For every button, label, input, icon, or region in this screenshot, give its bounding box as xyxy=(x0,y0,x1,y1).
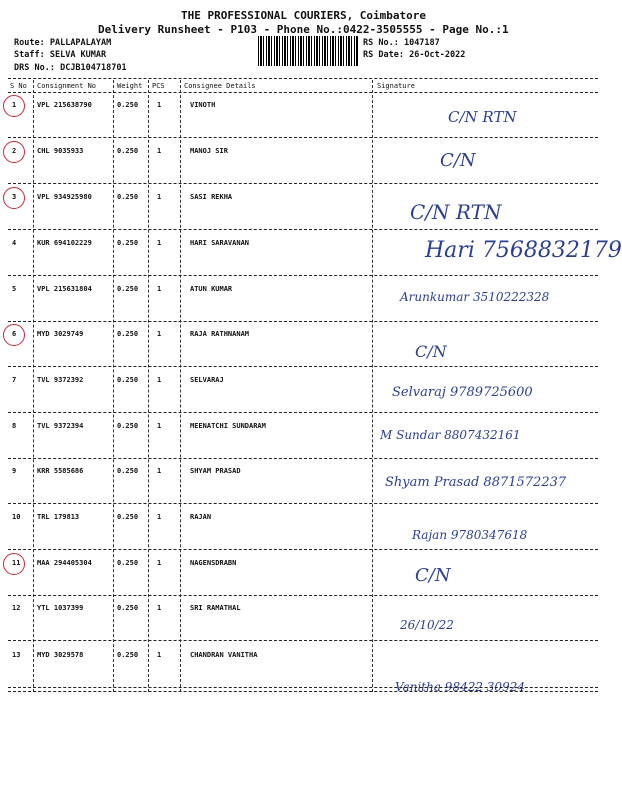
row-consignee: CHANDRAN VANITHA xyxy=(190,651,258,659)
handwritten-signature: Rajan 9780347618 xyxy=(412,528,528,542)
row-consignment-no: MAA 294405304 xyxy=(37,559,92,567)
row-pcs: 1 xyxy=(157,376,162,384)
row-sno: 13 xyxy=(12,651,21,659)
row-consignee: NAGENSDRABN xyxy=(190,559,237,567)
staff-line xyxy=(14,50,106,60)
row-divider xyxy=(8,458,598,459)
table-bottom-rule xyxy=(8,691,598,692)
row-weight: 0.250 xyxy=(117,101,139,109)
row-consignment-no: MYD 3029749 xyxy=(37,330,84,338)
row-weight: 0.250 xyxy=(117,513,139,521)
drs-value: DCJB104718701 xyxy=(60,63,127,73)
header-bottom-rule xyxy=(8,92,598,93)
handwritten-signature: Arunkumar 3510222328 xyxy=(400,290,550,304)
row-consignment-no: TVL 9372394 xyxy=(37,422,84,430)
row-divider xyxy=(8,229,598,230)
rs-date-line xyxy=(363,50,465,60)
barcode xyxy=(258,36,358,66)
col-weight: Weight xyxy=(117,82,143,90)
route-line xyxy=(14,38,111,48)
row-weight: 0.250 xyxy=(117,193,139,201)
handwritten-signature: 26/10/22 xyxy=(400,618,454,632)
runsheet-title: Delivery Runsheet - P103 - Phone No.:0422-3505555 - Page No.:1 xyxy=(98,23,509,36)
row-weight: 0.250 xyxy=(117,147,139,155)
row-consignment-no: MYD 3029578 xyxy=(37,651,84,659)
row-consignment-no: VPL 215638790 xyxy=(37,101,92,109)
row-pcs: 1 xyxy=(157,285,162,293)
row-consignee: ATUN KUMAR xyxy=(190,285,233,293)
circled-row-mark xyxy=(3,324,25,346)
circled-row-mark xyxy=(3,553,25,575)
circled-row-mark xyxy=(3,187,25,209)
row-divider xyxy=(8,687,598,688)
row-sno: 1 xyxy=(12,101,17,109)
row-divider xyxy=(8,137,598,138)
row-consignment-no: VPL 934925980 xyxy=(37,193,92,201)
row-divider xyxy=(8,321,598,322)
route-label: Route: xyxy=(14,38,45,48)
row-pcs: 1 xyxy=(157,330,162,338)
rs-no-value: 1047187 xyxy=(403,38,440,48)
drs-line xyxy=(14,63,127,73)
row-sno: 5 xyxy=(12,285,17,293)
col-separator xyxy=(148,80,149,692)
row-sno: 4 xyxy=(12,239,17,247)
col-sno: S No xyxy=(10,82,27,90)
col-separator xyxy=(180,80,181,692)
handwritten-signature: Hari 7568832179 xyxy=(425,238,622,263)
row-consignment-no: VPL 215631804 xyxy=(37,285,92,293)
circled-row-mark xyxy=(3,95,25,117)
row-pcs: 1 xyxy=(157,422,162,430)
row-divider xyxy=(8,366,598,367)
row-weight: 0.250 xyxy=(117,559,139,567)
row-weight: 0.250 xyxy=(117,239,139,247)
row-weight: 0.250 xyxy=(117,651,139,659)
row-weight: 0.250 xyxy=(117,422,139,430)
handwritten-signature: C/N xyxy=(440,150,476,171)
row-consignee: MEENATCHI SUNDARAM xyxy=(190,422,266,430)
row-sno: 3 xyxy=(12,193,17,201)
row-weight: 0.250 xyxy=(117,604,139,612)
row-pcs: 1 xyxy=(157,513,162,521)
row-consignment-no: KUR 694102229 xyxy=(37,239,92,247)
handwritten-signature: C/N xyxy=(415,342,447,361)
row-pcs: 1 xyxy=(157,101,162,109)
rs-date-label: RS Date: xyxy=(363,50,404,60)
row-divider xyxy=(8,183,598,184)
row-pcs: 1 xyxy=(157,604,162,612)
row-consignment-no: YTL 1037399 xyxy=(37,604,84,612)
row-consignee: SELVARAJ xyxy=(190,376,224,384)
row-weight: 0.250 xyxy=(117,376,139,384)
staff-label: Staff: xyxy=(14,50,45,60)
row-sno: 12 xyxy=(12,604,21,612)
row-consignee: VINOTH xyxy=(190,101,216,109)
row-sno: 11 xyxy=(12,559,21,567)
row-sno: 9 xyxy=(12,467,17,475)
col-separator xyxy=(372,80,373,692)
row-weight: 0.250 xyxy=(117,285,139,293)
handwritten-signature: M Sundar 8807432161 xyxy=(380,428,521,442)
handwritten-signature: Vanitha 98422 30924 xyxy=(395,680,525,694)
row-sno: 8 xyxy=(12,422,17,430)
row-pcs: 1 xyxy=(157,467,162,475)
row-consignee: RAJAN xyxy=(190,513,212,521)
rs-date-value: 26-Oct-2022 xyxy=(409,50,466,60)
col-consignment: Consignment No xyxy=(37,82,97,90)
row-weight: 0.250 xyxy=(117,467,139,475)
row-sno: 10 xyxy=(12,513,21,521)
row-sno: 2 xyxy=(12,147,17,155)
row-consignee: SASI REKHA xyxy=(190,193,233,201)
row-consignment-no: CHL 9035933 xyxy=(37,147,84,155)
drs-label: DRS No.: xyxy=(14,63,55,73)
row-consignee: MANOJ SIR xyxy=(190,147,228,155)
col-separator xyxy=(33,80,34,692)
handwritten-signature: C/N RTN xyxy=(448,108,517,126)
row-consignment-no: TRL 179813 xyxy=(37,513,80,521)
handwritten-signature: C/N xyxy=(415,565,451,586)
row-consignee: SHYAM PRASAD xyxy=(190,467,241,475)
row-consignment-no: KRR 5585686 xyxy=(37,467,84,475)
row-sno: 6 xyxy=(12,330,17,338)
handwritten-signature: Selvaraj 9789725600 xyxy=(392,385,533,400)
row-pcs: 1 xyxy=(157,651,162,659)
route-value: PALLAPALAYAM xyxy=(49,38,112,48)
header-top-rule xyxy=(8,78,598,79)
col-separator xyxy=(113,80,114,692)
row-divider xyxy=(8,640,598,641)
row-consignment-no: TVL 9372392 xyxy=(37,376,84,384)
row-divider xyxy=(8,549,598,550)
row-divider xyxy=(8,595,598,596)
circled-row-mark xyxy=(3,141,25,163)
row-divider xyxy=(8,275,598,276)
col-consignee: Consignee Details xyxy=(184,82,256,90)
row-consignee: RAJA RATHNANAM xyxy=(190,330,250,338)
col-pcs: PCS xyxy=(152,82,165,90)
row-consignee: SRI RAMATHAL xyxy=(190,604,241,612)
row-divider xyxy=(8,412,598,413)
row-weight: 0.250 xyxy=(117,330,139,338)
staff-value: SELVA KUMAR xyxy=(49,50,107,60)
row-pcs: 1 xyxy=(157,239,162,247)
row-consignee: HARI SARAVANAN xyxy=(190,239,250,247)
row-pcs: 1 xyxy=(157,193,162,201)
row-sno: 7 xyxy=(12,376,17,384)
company-title: THE PROFESSIONAL COURIERS, Coimbatore xyxy=(181,9,427,22)
col-signature: Signature xyxy=(377,82,415,90)
row-pcs: 1 xyxy=(157,147,162,155)
row-pcs: 1 xyxy=(157,559,162,567)
handwritten-signature: Shyam Prasad 8871572237 xyxy=(385,475,567,490)
handwritten-signature: C/N RTN xyxy=(410,200,502,224)
rs-no-line xyxy=(363,38,440,48)
row-divider xyxy=(8,503,598,504)
rs-no-label: RS No.: xyxy=(363,38,399,48)
